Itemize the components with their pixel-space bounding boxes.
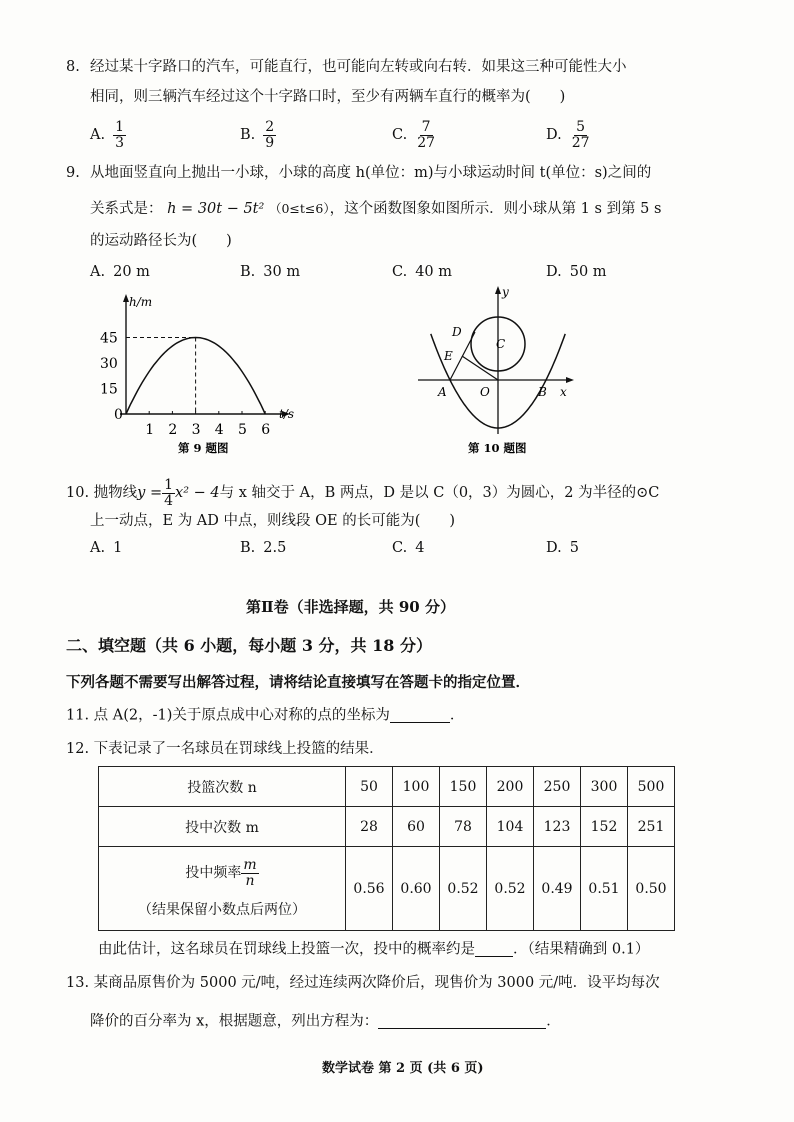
q9-line3: 的运动路径长为( ): [90, 233, 232, 249]
q10-label-O: O: [480, 385, 490, 399]
q13-line2: [90, 1014, 561, 1029]
table-cell-made: 28: [346, 807, 393, 847]
option-fraction: [415, 120, 437, 150]
q9-number: 9.: [66, 165, 80, 181]
q10-option-a: [90, 540, 122, 556]
section-title: 二、填空题（共 6 小题，每小题 3 分，共 18 分）: [66, 636, 432, 655]
q9-x-label: t/s: [279, 407, 295, 421]
option-label: C.: [392, 540, 408, 556]
q11: [66, 708, 464, 723]
q10-label-C: C: [496, 337, 506, 351]
option-text: 1: [113, 540, 123, 556]
q10-y-arrow-icon: [495, 286, 501, 294]
q9-x-tick-label: 2: [168, 422, 178, 438]
q11-text: 点 A(2，-1)关于原点成中心对称的点的坐标为: [93, 707, 390, 724]
q10-frac-num: 1: [164, 477, 174, 493]
q12-conclusion: [98, 942, 649, 957]
freq-note: （结果保留小数点后两位）: [138, 901, 306, 918]
q9-x-tick-label: 6: [261, 422, 271, 438]
option-text: 30 m: [263, 264, 301, 280]
q10-caption: 第 10 题图: [468, 441, 527, 455]
q10-prefix: 抛物线: [93, 485, 138, 502]
option-label: C.: [392, 264, 408, 280]
q13-line2-text: 降价的百分率为 x，根据题意，列出方程为：: [90, 1013, 379, 1030]
row-header-freq: [99, 847, 346, 931]
q12-number: 12.: [66, 741, 90, 757]
row-header-shots: 投篮次数 n: [99, 767, 346, 807]
q13-line1: 某商品原售价为 5000 元/吨，经过连续两次降价后，现售价为 3000 元/吨．设平均每次: [93, 975, 660, 991]
option-text: 5: [569, 540, 579, 556]
q10-formula-y: y =: [137, 485, 163, 502]
table-cell-freq: 0.49: [534, 847, 581, 931]
table-cell-shots: 100: [393, 767, 440, 807]
table-cell-freq: 0.50: [628, 847, 675, 931]
freq-label: 投中频率: [185, 865, 242, 882]
freq-frac-num: m: [243, 857, 257, 874]
option-label: D.: [546, 540, 562, 556]
q8-option-a: [90, 120, 126, 150]
option-label: A.: [90, 127, 106, 144]
table-cell-made: 123: [534, 807, 581, 847]
table-cell-shots: 500: [628, 767, 675, 807]
table-cell-freq: 0.52: [440, 847, 487, 931]
q12-conclusion-end: ．（结果精确到 0.1）: [513, 941, 650, 958]
q11-end: ．: [449, 707, 465, 724]
option-text: 4: [415, 540, 425, 556]
option-fraction: [570, 120, 592, 150]
option-numerator: 2: [265, 119, 275, 135]
q9-option-a: [90, 264, 150, 280]
q9-line2: [90, 202, 661, 217]
q9-origin: 0: [114, 407, 123, 423]
q13-end: ．: [546, 1013, 561, 1030]
option-numerator: 5: [576, 119, 586, 135]
table-cell-made: 152: [581, 807, 628, 847]
table-cell-freq: 0.51: [581, 847, 628, 931]
table-cell-freq: 0.56: [346, 847, 393, 931]
q12-answer-blank[interactable]: [475, 942, 513, 957]
q10-x-arrow-icon: [566, 377, 574, 383]
option-label: B.: [240, 540, 256, 556]
q9-y-tick-label: 45: [100, 330, 118, 347]
table-cell-shots: 150: [440, 767, 487, 807]
option-label: A.: [90, 540, 106, 556]
q9-line2-prefix: 关系式是：: [90, 201, 163, 217]
q8-number: 8.: [66, 59, 80, 75]
q10-option-c: [392, 540, 424, 556]
q11-number: 11.: [66, 707, 90, 724]
option-label: D.: [546, 127, 562, 144]
q10-frac-den: 4: [164, 492, 174, 509]
q9-x-tick-label: 1: [145, 422, 155, 438]
q10-label-D: D: [452, 325, 462, 339]
q10-line1-rest: 与 x 轴交于 A，B 两点，D 是以 C（0，3）为圆心，2 为半径的⊙C: [219, 485, 660, 502]
table-cell-made: 78: [440, 807, 487, 847]
option-label: B.: [240, 264, 256, 280]
table-cell-shots: 50: [346, 767, 393, 807]
table-cell-made: 251: [628, 807, 675, 847]
option-denominator: 27: [571, 134, 590, 151]
q10-line2: 上一动点，E 为 AD 中点，则线段 OE 的长可能为( ): [90, 513, 456, 529]
q10-formula-rest: x² − 4: [175, 485, 220, 502]
q10-number: 10.: [66, 485, 90, 502]
q9-y-tick-label: 30: [100, 356, 118, 372]
q10-line1: [66, 478, 659, 508]
table-cell-shots: 200: [487, 767, 534, 807]
q9-y-tick-label: 15: [100, 381, 118, 398]
q13: [66, 976, 660, 991]
q9-x-tick-label: 3: [191, 422, 201, 438]
q10-frac: [162, 478, 175, 508]
q10-label-y: y: [502, 285, 509, 299]
part2-title: 第Ⅱ卷（非选择题，共 90 分）: [246, 598, 455, 616]
q8-line2: 相同，则三辆汽车经过这个十字路口时，至少有两辆车直行的概率为( ): [90, 89, 566, 105]
q9-formula: h = 30t − 5t²: [167, 201, 265, 217]
option-label: B.: [240, 127, 256, 144]
option-text: 20 m: [113, 264, 150, 280]
q8-option-d: [546, 120, 592, 150]
q12-text: 下表记录了一名球员在罚球线上投篮的结果．: [93, 741, 384, 757]
option-denominator: 3: [115, 134, 125, 151]
q10-option-b: [240, 540, 286, 556]
q10-label-E: E: [444, 349, 453, 363]
option-denominator: 27: [417, 134, 436, 151]
table-row-made: [99, 807, 675, 847]
option-text: 2.5: [263, 540, 287, 556]
option-label: C.: [392, 127, 408, 144]
row-header-made: 投中次数 m: [99, 807, 346, 847]
table-cell-shots: 250: [534, 767, 581, 807]
q13-number: 13.: [66, 975, 90, 991]
option-fraction: [113, 120, 126, 150]
option-fraction: [263, 120, 276, 150]
page-footer: 数学试卷 第 2 页 (共 6 页): [322, 1061, 484, 1076]
table-row-shots: [99, 767, 675, 807]
q10-option-d: [546, 540, 579, 556]
q9-x-tick-label: 5: [238, 422, 247, 438]
q10-graph: [414, 284, 580, 460]
q10-label-x: x: [560, 385, 567, 399]
option-numerator: 1: [115, 119, 125, 135]
q12-table: [98, 766, 675, 931]
option-label: D.: [546, 264, 562, 280]
q13-answer-blank[interactable]: [378, 1014, 546, 1029]
q9-option-c: [392, 264, 452, 280]
option-text: 50 m: [569, 264, 607, 280]
q9-caption: 第 9 题图: [178, 441, 229, 455]
q9-y-label: h/m: [129, 295, 153, 309]
table-cell-made: 104: [487, 807, 534, 847]
q10-label-B: B: [538, 385, 547, 399]
freq-frac: [241, 858, 258, 888]
option-label: A.: [90, 264, 106, 280]
table-cell-freq: 0.52: [487, 847, 534, 931]
q10-segment-OE: [462, 356, 498, 380]
q9-option-d: [546, 264, 607, 280]
option-text: 40 m: [415, 264, 452, 280]
q9-graph: [96, 292, 306, 460]
q8-option-b: [240, 120, 276, 150]
table-cell-made: 60: [393, 807, 440, 847]
q10-label-A: A: [438, 385, 447, 399]
section-instruction: 下列各题不需要写出解答过程，请将结论直接填写在答题卡的指定位置．: [66, 674, 530, 691]
q9-x-tick-label: 4: [214, 422, 224, 438]
q8-option-c: [392, 120, 437, 150]
freq-frac-den: n: [245, 873, 255, 889]
q12-conclusion-text: 由此估计，这名球员在罚球线上投篮一次，投中的概率约是: [98, 941, 475, 958]
q9-option-b: [240, 264, 300, 280]
option-denominator: 9: [265, 134, 275, 151]
q12: [66, 742, 384, 757]
q11-answer-blank[interactable]: [390, 708, 450, 723]
table-row-freq: [99, 847, 675, 931]
q9-domain: （0≤t≤6）: [268, 201, 330, 216]
q8-line1: 经过某十字路口的汽车，可能直行，也可能向左转或向右转．如果这三种可能性大小: [90, 59, 627, 75]
table-cell-shots: 300: [581, 767, 628, 807]
q9-line1: 从地面竖直向上抛出一小球，小球的高度 h(单位：m)与小球运动时间 t(单位：s)之间的: [90, 165, 652, 181]
table-cell-freq: 0.60: [393, 847, 440, 931]
option-numerator: 7: [421, 119, 431, 135]
q9-line2-suffix: ，这个函数图象如图所示．则小球从第 1 s 到第 5 s: [329, 201, 662, 217]
